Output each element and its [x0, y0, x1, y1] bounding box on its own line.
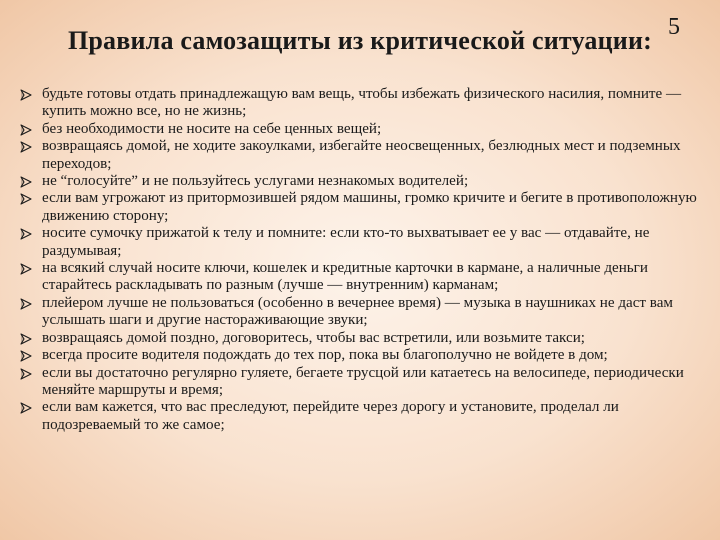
arrow-bullet-icon — [20, 365, 42, 380]
arrow-bullet-icon — [20, 295, 42, 310]
rule-text: возвращаясь домой поздно, договоритесь, чтобы вас встретили, или возьмите такси; — [42, 329, 585, 346]
rule-text: без необходимости не носите на себе ценных вещей; — [42, 120, 382, 137]
arrow-bullet-icon — [20, 86, 42, 101]
arrow-bullet-icon — [20, 225, 42, 240]
arrow-bullet-icon — [20, 399, 42, 414]
rule-text: носите сумочку прижатой к телу и помните: если кто-то выхватывает ее у вас — отдавайте, не раздумывая; — [42, 225, 650, 259]
rule-text: не “голосуйте” и не пользуйтесь услугами незнакомых водителей; — [42, 173, 469, 190]
arrow-bullet-icon — [20, 330, 42, 345]
rule-item — [20, 86, 700, 121]
rule-text: возвращаясь домой, не ходите закоулками, избегайте неосвещенных, безлюдных мест и подземных переходов; — [42, 138, 681, 172]
slide-title: Правила самозащиты из критической ситуации: — [67, 26, 653, 55]
arrow-bullet-icon — [20, 347, 42, 362]
rule-item — [20, 295, 700, 330]
arrow-bullet-icon — [20, 173, 42, 188]
rule-item — [20, 173, 700, 190]
rule-item — [20, 260, 700, 295]
rule-item — [20, 330, 700, 347]
arrow-bullet-icon — [20, 138, 42, 153]
rule-text: если вы достаточно регулярно гуляете, бегаете трусцой или катаетесь на велосипеде, периодически меняйте маршруты и время; — [42, 364, 684, 398]
arrow-bullet-icon — [20, 190, 42, 205]
rule-text: плейером лучше не пользоваться (особенно в вечернее время) — музыка в наушниках не даст вам услышать шаги и другие настораживающие звуки; — [42, 294, 673, 329]
rule-text: на всякий случай носите ключи, кошелек и кредитные карточки в кармане, а наличные деньги старайтесь раскладывать по разным (лучше — внутренним) карманам; — [42, 260, 648, 294]
rule-item — [20, 225, 700, 260]
rule-text: если вам кажется, что вас преследуют, перейдите через дорогу и установите, проделал ли подозреваемый то же самое; — [42, 399, 619, 433]
arrow-bullet-icon — [20, 121, 42, 136]
rule-text: если вам угрожают из притормозившей рядом машины, громко кричите и бегите в противоположную движению сторону; — [42, 190, 697, 224]
rule-text: будьте готовы отдать принадлежащую вам вещь, чтобы избежать физического насилия, помните — купить можно все, но не жизнь; — [42, 86, 682, 120]
rule-item — [20, 190, 700, 225]
rule-item — [20, 365, 700, 400]
rule-item — [20, 347, 700, 364]
rules-list — [20, 86, 700, 434]
arrow-bullet-icon — [20, 260, 42, 275]
slide-number: 5 — [668, 14, 680, 40]
rule-item — [20, 399, 700, 434]
rule-item — [20, 138, 700, 173]
rule-text: всегда просите водителя подождать до тех пор, пока вы благополучно не войдете в дом; — [42, 347, 608, 364]
rule-item — [20, 121, 700, 138]
